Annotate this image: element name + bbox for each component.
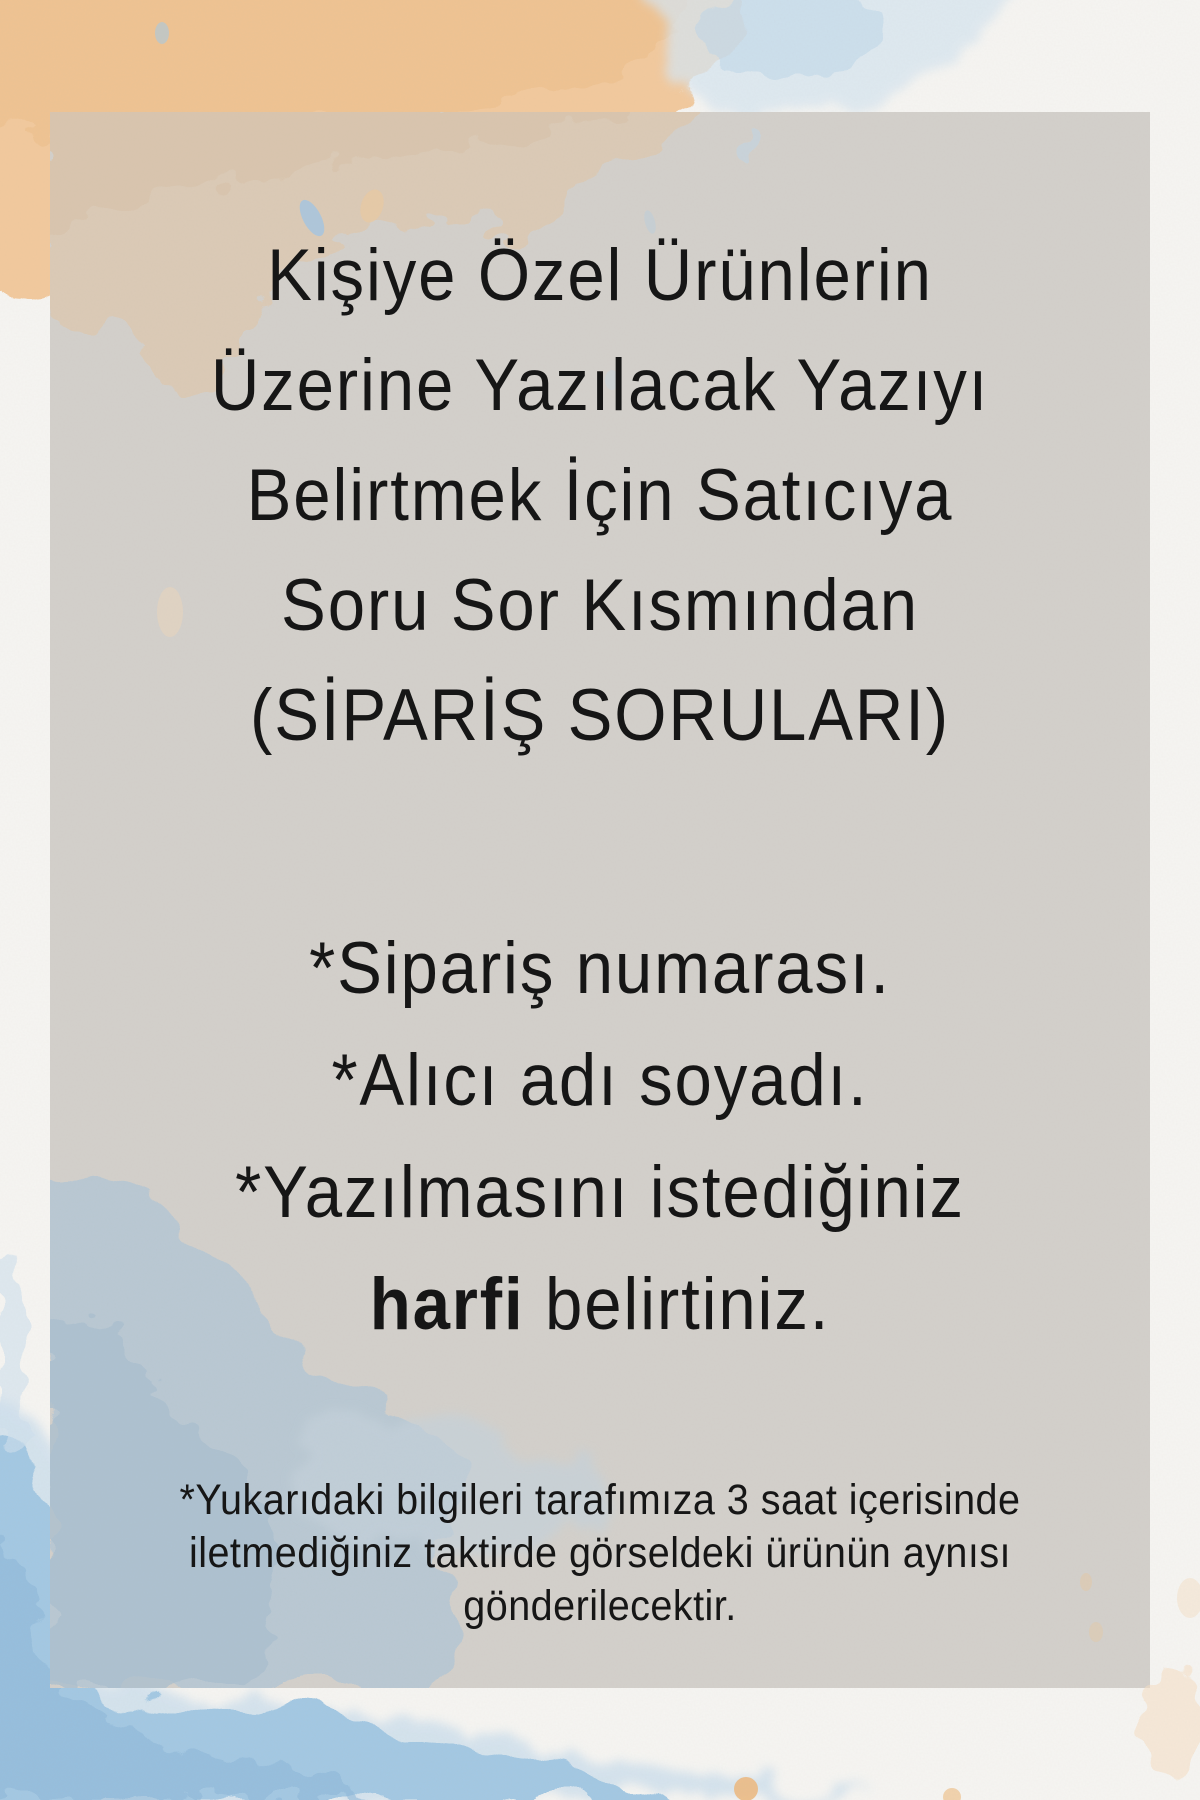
heading-line: Kişiye Özel Ürünlerin [267, 235, 933, 316]
requirement-line-rest: belirtiniz. [524, 1264, 831, 1345]
footnote-block [94, 1474, 1106, 1633]
footnote-line: iletmediğiniz taktirde görseldeki ürünün aynısı [188, 1529, 1012, 1577]
requirement-line: *Yazılmasını istediğiniz [235, 1152, 965, 1233]
requirement-line: *Alıcı adı soyadı. [331, 1040, 869, 1121]
heading-line: Üzerine Yazılacak Yazıyı [210, 345, 990, 426]
requirement-line [94, 1249, 1106, 1361]
footnote-line: *Yukarıdaki bilgileri tarafımıza 3 saat içerisinde [179, 1476, 1021, 1524]
heading-line: Belirtmek İçin Satıcıya [246, 455, 954, 536]
heading-block [94, 221, 1106, 771]
footnote-line: gönderilecektir. [463, 1582, 737, 1630]
heading-line: (SİPARİŞ SORULARI) [250, 675, 950, 756]
requirement-line: *Sipariş numarası. [309, 928, 891, 1009]
bold-word: harfi [369, 1264, 525, 1345]
heading-line: Soru Sor Kısmından [281, 565, 919, 646]
requirements-block [94, 913, 1106, 1361]
